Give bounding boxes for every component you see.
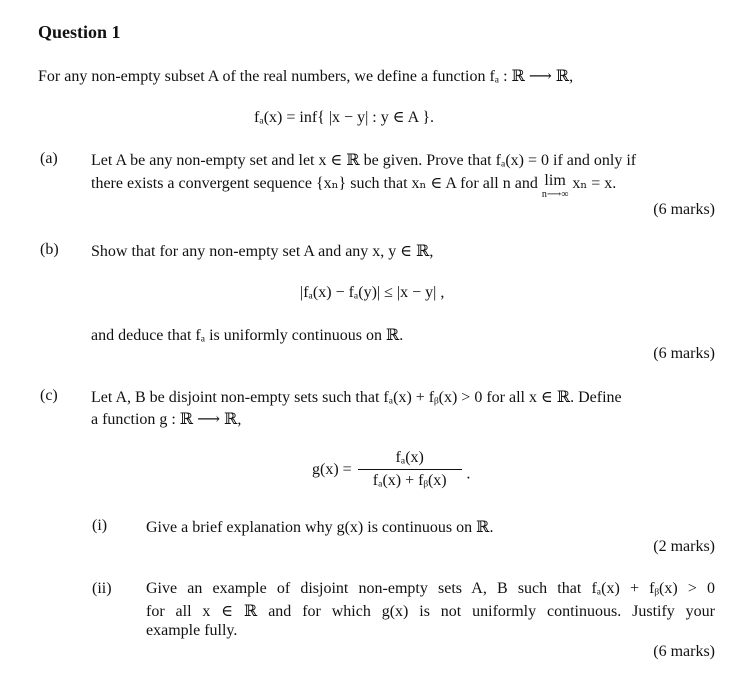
part-c-label: (c) xyxy=(40,387,58,404)
part-c-line1: Let A, B be disjoint non-empty sets such that fₐ(x) + fᵦ(x) > 0 for all x ∈ ℝ. Define xyxy=(91,389,622,406)
part-c-ii-line2: for all x ∈ ℝ and for which g(x) is not uniformly continuous. Justify your xyxy=(146,603,715,620)
part-c-ii-line3: example fully. xyxy=(146,622,238,639)
part-c-i-label: (i) xyxy=(92,517,108,534)
part-c-ii-label: (ii) xyxy=(92,580,112,597)
part-b-line1: Show that for any non-empty set A and any x, y ∈ ℝ, xyxy=(91,243,434,260)
part-b-marks: (6 marks) xyxy=(653,345,715,362)
intro-text: For any non-empty subset A of the real numbers, we define a function fₐ : ℝ ⟶ ℝ, xyxy=(38,68,574,85)
function-definition: fₐ(x) = inf{ |x − y| : y ∈ A }. xyxy=(254,109,435,126)
question-title: Question 1 xyxy=(38,22,121,42)
part-b-inequality: |fₐ(x) − fₐ(y)| ≤ |x − y| , xyxy=(300,284,445,301)
part-a-marks: (6 marks) xyxy=(653,201,715,218)
part-a-line2 xyxy=(91,173,616,200)
part-b-label: (b) xyxy=(40,241,59,258)
part-b-line2: and deduce that fₐ is uniformly continuous on ℝ. xyxy=(91,327,404,344)
g-trailing-dot: · xyxy=(465,469,472,487)
part-a-label: (a) xyxy=(40,150,58,167)
limit-subscript: n⟶∞ xyxy=(541,189,569,200)
g-denominator: fₐ(x) + fᵦ(x) xyxy=(372,472,447,489)
g-fraction xyxy=(358,449,462,490)
part-c-i-marks: (2 marks) xyxy=(653,538,715,555)
g-numerator: fₐ(x) xyxy=(395,449,424,466)
part-c-ii-marks: (6 marks) xyxy=(653,643,715,660)
part-a-line2-prefix: there exists a convergent sequence {xₙ} such that xₙ ∈ A for all n and xyxy=(91,175,538,192)
part-c-i-text: Give a brief explanation why g(x) is continuous on ℝ. xyxy=(146,519,494,536)
limit-word: lim xyxy=(544,172,566,189)
part-a-line2-suffix: xₙ = x. xyxy=(572,175,617,192)
limit-operator xyxy=(542,173,568,200)
part-c-line2: a function g : ℝ ⟶ ℝ, xyxy=(91,411,242,428)
part-c-ii-line1: Give an example of disjoint non-empty sets A, B such that fₐ(x) + fᵦ(x) > 0 xyxy=(146,580,715,597)
g-lhs: g(x) = xyxy=(312,460,352,478)
part-a-line1: Let A be any non-empty set and let x ∈ ℝ be given. Prove that fₐ(x) = 0 if and only if xyxy=(91,152,637,169)
g-definition xyxy=(312,449,471,490)
